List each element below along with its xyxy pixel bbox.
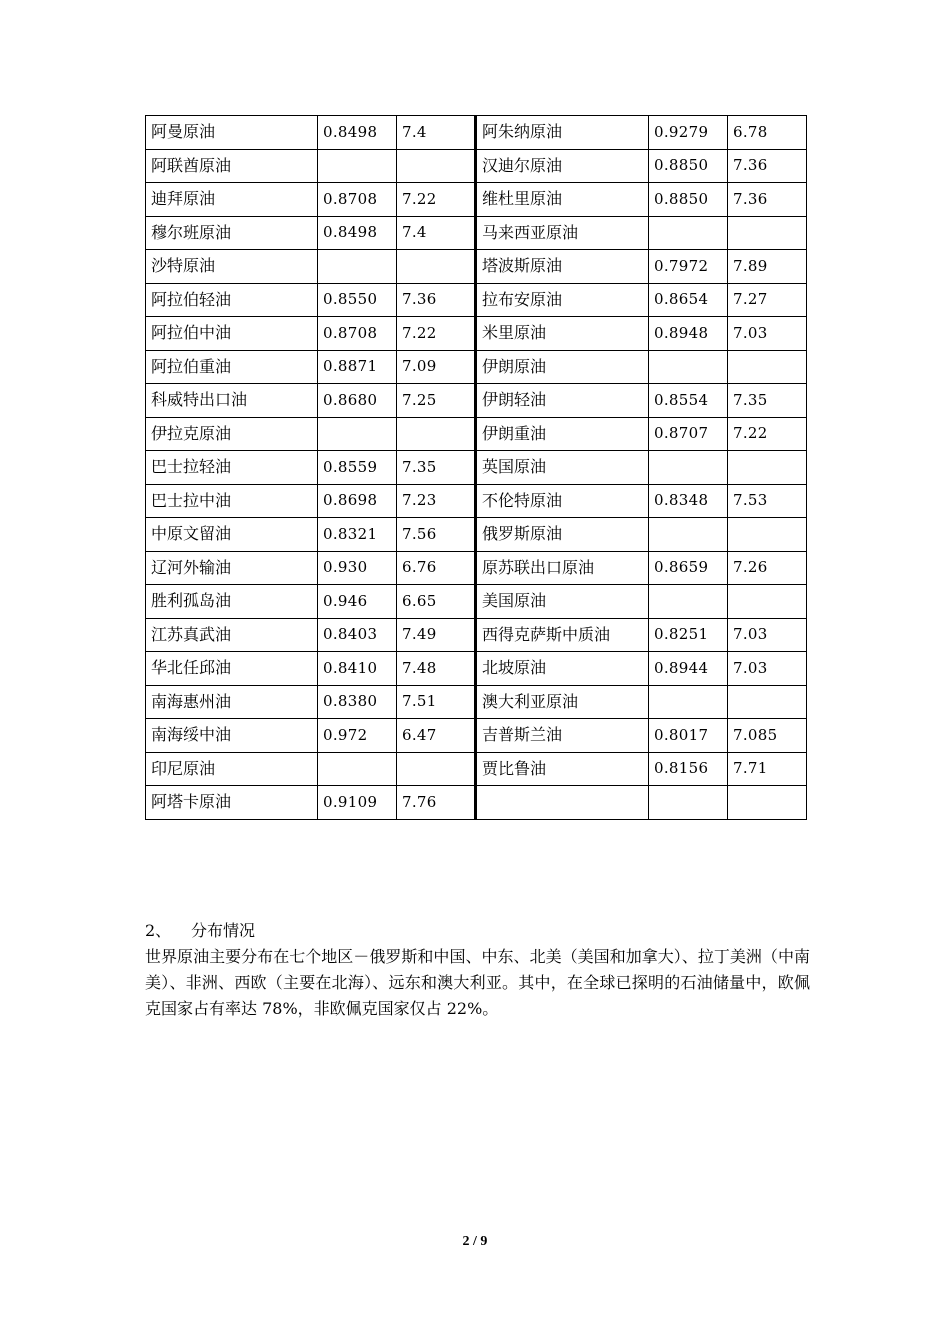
- table-cell-api-value: 7.22: [728, 417, 807, 451]
- table-cell-api-value: 7.25: [397, 384, 476, 418]
- table-cell-density: 0.7972: [649, 250, 728, 284]
- table-cell-density: 0.8498: [318, 216, 397, 250]
- table-cell-api-value: 7.26: [728, 551, 807, 585]
- table-cell-api-value: 7.4: [397, 216, 476, 250]
- table-cell-oil-name: 阿朱纳原油: [476, 116, 649, 150]
- table-cell-density: 0.8707: [649, 417, 728, 451]
- table-cell-density: 0.8380: [318, 685, 397, 719]
- table-cell-api-value: [397, 250, 476, 284]
- table-cell-density: [318, 149, 397, 183]
- table-cell-api-value: 7.76: [397, 786, 476, 820]
- table-cell-oil-name: 俄罗斯原油: [476, 518, 649, 552]
- table-cell-density: 0.8348: [649, 484, 728, 518]
- table-row: [146, 183, 807, 217]
- table-cell-api-value: 7.22: [397, 317, 476, 351]
- crude-oil-table-body: [146, 116, 807, 820]
- table-cell-oil-name: [476, 786, 649, 820]
- table-cell-api-value: 7.53: [728, 484, 807, 518]
- table-cell-oil-name: 不伦特原油: [476, 484, 649, 518]
- table-cell-density: 0.8944: [649, 652, 728, 686]
- table-cell-oil-name: 拉布安原油: [476, 283, 649, 317]
- table-cell-api-value: 6.47: [397, 719, 476, 753]
- table-cell-density: [318, 250, 397, 284]
- table-cell-oil-name: 维杜里原油: [476, 183, 649, 217]
- table-row: [146, 484, 807, 518]
- table-cell-oil-name: 吉普斯兰油: [476, 719, 649, 753]
- table-cell-density: 0.8498: [318, 116, 397, 150]
- table-cell-api-value: [397, 149, 476, 183]
- table-cell-density: 0.8550: [318, 283, 397, 317]
- table-cell-oil-name: 江苏真武油: [146, 618, 318, 652]
- section-number: 2、: [145, 921, 172, 940]
- table-cell-api-value: 6.78: [728, 116, 807, 150]
- table-cell-api-value: 7.51: [397, 685, 476, 719]
- table-row: [146, 417, 807, 451]
- table-cell-density: 0.8680: [318, 384, 397, 418]
- table-cell-density: 0.946: [318, 585, 397, 619]
- table-cell-oil-name: 穆尔班原油: [146, 216, 318, 250]
- table-cell-oil-name: 南海惠州油: [146, 685, 318, 719]
- table-cell-density: 0.8156: [649, 752, 728, 786]
- table-cell-oil-name: 阿塔卡原油: [146, 786, 318, 820]
- table-cell-density: [318, 752, 397, 786]
- table-cell-density: [649, 451, 728, 485]
- table-cell-api-value: [397, 417, 476, 451]
- table-row: [146, 384, 807, 418]
- table-cell-density: 0.8017: [649, 719, 728, 753]
- table-cell-api-value: 7.22: [397, 183, 476, 217]
- table-cell-oil-name: 巴士拉轻油: [146, 451, 318, 485]
- table-cell-api-value: 7.56: [397, 518, 476, 552]
- table-cell-oil-name: 米里原油: [476, 317, 649, 351]
- table-cell-oil-name: 英国原油: [476, 451, 649, 485]
- table-cell-oil-name: 原苏联出口原油: [476, 551, 649, 585]
- table-cell-density: [649, 518, 728, 552]
- table-cell-api-value: 7.03: [728, 317, 807, 351]
- table-cell-oil-name: 巴士拉中油: [146, 484, 318, 518]
- table-cell-api-value: [728, 685, 807, 719]
- table-cell-density: 0.8948: [649, 317, 728, 351]
- table-cell-oil-name: 阿拉伯重油: [146, 350, 318, 384]
- table-cell-density: 0.9279: [649, 116, 728, 150]
- table-row: [146, 283, 807, 317]
- table-cell-api-value: 7.35: [728, 384, 807, 418]
- table-cell-density: 0.930: [318, 551, 397, 585]
- table-row: [146, 652, 807, 686]
- table-cell-oil-name: 阿拉伯轻油: [146, 283, 318, 317]
- table-cell-oil-name: 印尼原油: [146, 752, 318, 786]
- table-cell-oil-name: 伊拉克原油: [146, 417, 318, 451]
- table-row: [146, 752, 807, 786]
- table-cell-oil-name: 辽河外输油: [146, 551, 318, 585]
- table-row: [146, 149, 807, 183]
- table-cell-density: [649, 216, 728, 250]
- section-title: 分布情况: [191, 921, 256, 940]
- table-cell-oil-name: 贾比鲁油: [476, 752, 649, 786]
- table-row: [146, 518, 807, 552]
- table-cell-density: 0.8654: [649, 283, 728, 317]
- table-cell-oil-name: 阿拉伯中油: [146, 317, 318, 351]
- table-cell-oil-name: 伊朗轻油: [476, 384, 649, 418]
- table-cell-oil-name: 塔波斯原油: [476, 250, 649, 284]
- table-cell-oil-name: 科威特出口油: [146, 384, 318, 418]
- table-cell-api-value: [728, 451, 807, 485]
- table-cell-density: 0.8321: [318, 518, 397, 552]
- table-cell-oil-name: 沙特原油: [146, 250, 318, 284]
- table-cell-api-value: 7.35: [397, 451, 476, 485]
- table-cell-density: 0.9109: [318, 786, 397, 820]
- table-cell-api-value: 7.03: [728, 618, 807, 652]
- table-row: [146, 618, 807, 652]
- table-cell-oil-name: 华北任邱油: [146, 652, 318, 686]
- table-cell-density: 0.8871: [318, 350, 397, 384]
- table-cell-api-value: 7.085: [728, 719, 807, 753]
- table-row: [146, 350, 807, 384]
- table-cell-api-value: [397, 752, 476, 786]
- table-row: [146, 116, 807, 150]
- table-row: [146, 719, 807, 753]
- table-cell-api-value: 6.65: [397, 585, 476, 619]
- table-cell-oil-name: 伊朗重油: [476, 417, 649, 451]
- table-cell-density: 0.972: [318, 719, 397, 753]
- table-cell-oil-name: 阿曼原油: [146, 116, 318, 150]
- table-cell-density: 0.8554: [649, 384, 728, 418]
- table-cell-oil-name: 伊朗原油: [476, 350, 649, 384]
- table-cell-oil-name: 中原文留油: [146, 518, 318, 552]
- table-cell-oil-name: 迪拜原油: [146, 183, 318, 217]
- table-cell-api-value: 7.09: [397, 350, 476, 384]
- table-cell-density: 0.8850: [649, 183, 728, 217]
- page-number: 2 / 9: [462, 1234, 488, 1249]
- table-cell-oil-name: 美国原油: [476, 585, 649, 619]
- table-cell-api-value: 7.36: [728, 183, 807, 217]
- table-row: [146, 317, 807, 351]
- table-cell-api-value: 7.03: [728, 652, 807, 686]
- table-cell-density: 0.8559: [318, 451, 397, 485]
- table-cell-oil-name: 胜利孤岛油: [146, 585, 318, 619]
- table-row: [146, 250, 807, 284]
- table-row: [146, 685, 807, 719]
- table-cell-api-value: [728, 585, 807, 619]
- table-cell-api-value: 7.89: [728, 250, 807, 284]
- table-cell-oil-name: 汉迪尔原油: [476, 149, 649, 183]
- table-cell-density: 0.8403: [318, 618, 397, 652]
- table-cell-density: 0.8708: [318, 317, 397, 351]
- table-cell-density: [649, 786, 728, 820]
- table-cell-api-value: 7.36: [728, 149, 807, 183]
- section-heading: [145, 918, 810, 944]
- table-cell-density: 0.8251: [649, 618, 728, 652]
- table-row: [146, 216, 807, 250]
- table-cell-density: 0.8410: [318, 652, 397, 686]
- table-cell-api-value: 7.4: [397, 116, 476, 150]
- table-cell-density: [649, 350, 728, 384]
- table-cell-api-value: 6.76: [397, 551, 476, 585]
- table-cell-api-value: 7.48: [397, 652, 476, 686]
- table-row: [146, 585, 807, 619]
- table-cell-oil-name: 马来西亚原油: [476, 216, 649, 250]
- table-row: [146, 786, 807, 820]
- table-cell-api-value: [728, 786, 807, 820]
- table-cell-density: [649, 685, 728, 719]
- table-cell-api-value: 7.27: [728, 283, 807, 317]
- table-row: [146, 451, 807, 485]
- table-cell-oil-name: 南海绥中油: [146, 719, 318, 753]
- table-cell-api-value: 7.36: [397, 283, 476, 317]
- table-cell-oil-name: 北坡原油: [476, 652, 649, 686]
- table-cell-density: 0.8698: [318, 484, 397, 518]
- table-cell-oil-name: 西得克萨斯中质油: [476, 618, 649, 652]
- table-cell-density: 0.8850: [649, 149, 728, 183]
- table-cell-oil-name: 澳大利亚原油: [476, 685, 649, 719]
- table-cell-api-value: 7.71: [728, 752, 807, 786]
- table-cell-api-value: 7.23: [397, 484, 476, 518]
- table-cell-api-value: [728, 216, 807, 250]
- table-row: [146, 551, 807, 585]
- table-cell-density: 0.8708: [318, 183, 397, 217]
- table-cell-density: 0.8659: [649, 551, 728, 585]
- table-cell-density: [318, 417, 397, 451]
- table-cell-api-value: [728, 350, 807, 384]
- table-cell-density: [649, 585, 728, 619]
- table-cell-oil-name: 阿联酋原油: [146, 149, 318, 183]
- crude-oil-table: [145, 115, 807, 820]
- table-cell-api-value: [728, 518, 807, 552]
- section-paragraph: 世界原油主要分布在七个地区－俄罗斯和中国、中东、北美（美国和加拿大）、拉丁美洲（中南美）、非洲、西欧（主要在北海）、远东和澳大利亚。其中，在全球已探明的石油储量中，欧佩克国家占有率达 78%，非欧佩克国家仅占 22%。: [145, 947, 810, 1018]
- distribution-section: [145, 918, 810, 1022]
- table-cell-api-value: 7.49: [397, 618, 476, 652]
